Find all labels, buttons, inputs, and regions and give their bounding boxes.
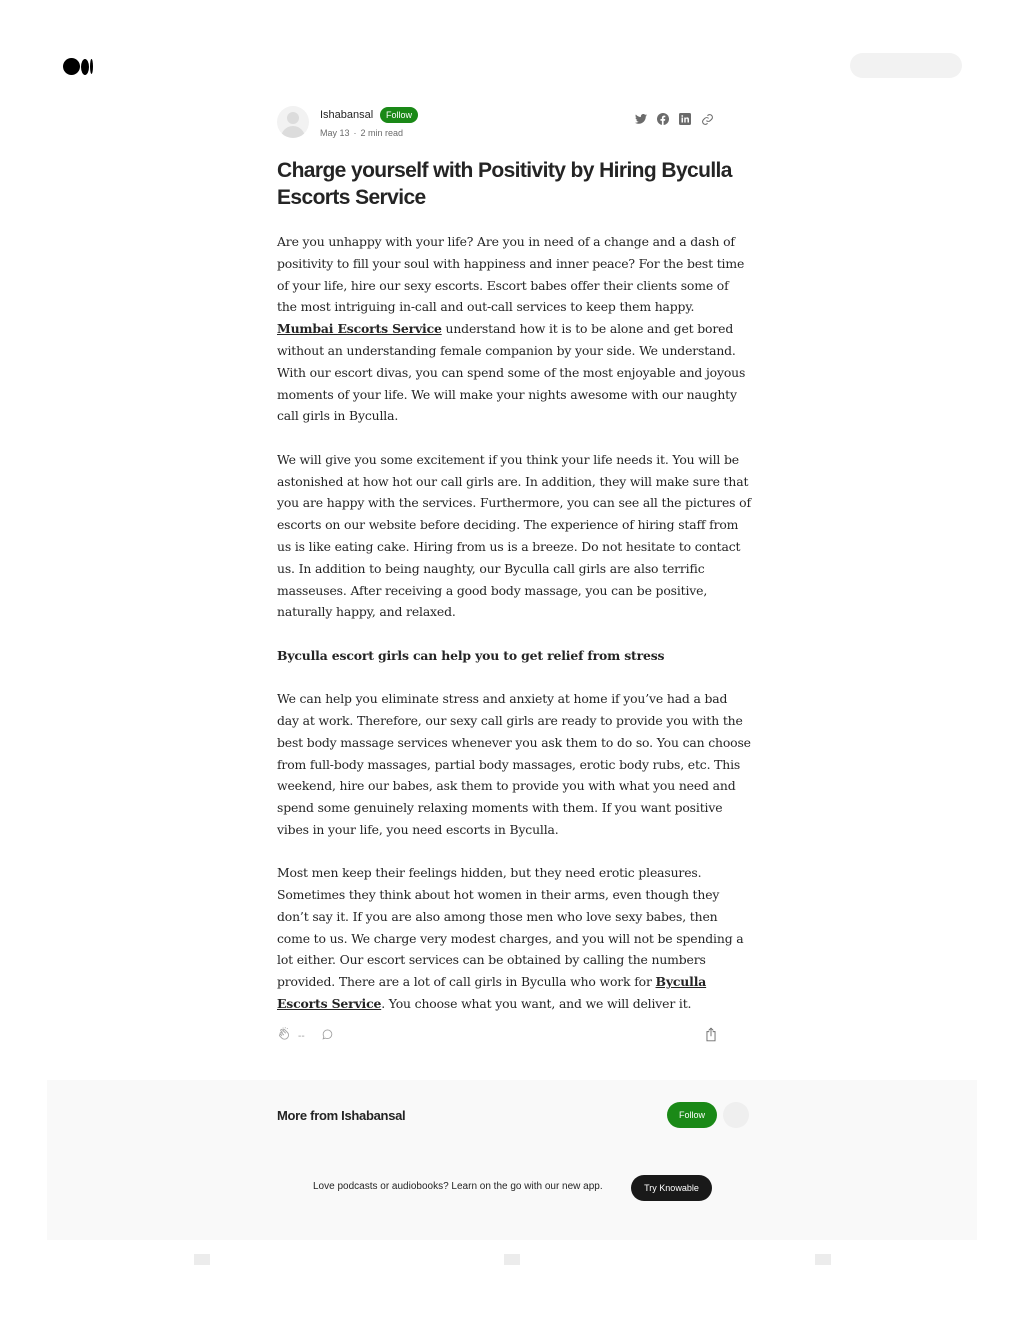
medium-logo-icon[interactable]: [63, 58, 95, 75]
more-from-follow-button[interactable]: Follow: [667, 1102, 717, 1128]
footer-placeholder-left: [194, 1254, 210, 1265]
article-paragraph-3: We can help you eliminate stress and anxiety at home if you’ve had a bad day at work. Therefore, our sexy call girls are ready to provide you with the best body massage services whenever you ask them to do so. You can choose from full-body massages, partial body massages, erotic body rubs, etc. This weekend, hire our babes, ask them to provide you with what you need and spend some genuinely relaxing moments with them. If you want positive vibes in your life, you need escorts in Byculla.: [277, 691, 751, 837]
avatar-body-shape: [281, 126, 305, 138]
logo-ellipse-medium: [81, 59, 89, 75]
author-name[interactable]: Ishabansal: [320, 109, 374, 121]
footer-placeholder-right: [815, 1254, 831, 1265]
mumbai-escorts-link[interactable]: Mumbai Escorts Service: [277, 321, 442, 337]
read-time: 2 min read: [360, 128, 404, 138]
article-title: Charge yourself with Positivity by Hiring Byculla Escorts Service: [277, 159, 732, 209]
clap-count: --: [298, 1030, 305, 1042]
post-date: May 13: [320, 128, 350, 138]
clap-icon[interactable]: [277, 1027, 292, 1045]
article-paragraph-2: We will give you some excitement if you think your life needs it. You will be astonished at how hot our call girls are. In addition, they will make sure that you are happy with the services. Furthermore, you can see all the pictures of escorts on our website before deciding. The experience of hiring staff from us is like eating cake. Hiring from us is a breeze. Do not hesitate to contact us. In addition to being naughty, our Byculla call girls are also terrific masseuses. After receiving a good body massage, you can be positive, naturally happy, and relaxed.: [277, 451, 751, 620]
logo-ellipse-small: [90, 59, 93, 74]
paragraph-1-text-b: understand how it is to be alone and get bored without an understanding female companion by your side. We understand. With our escort divas, you can spend some of the most enjoyable and joyous moments of your life. We will make your nights awesome with our naughty call girls in Byculla.: [277, 321, 746, 424]
more-from-title: More from Ishabansal: [277, 1108, 406, 1123]
post-meta: [320, 128, 403, 138]
paragraph-4-text-a: Most men keep their feelings hidden, but they need erotic pleasures. Sometimes they think about hot women in their arms, even though they don’t say it. If you are also among those men who love sexy babes, then come to us. We charge very modest charges, and you will not be spending a lot either. Our escort services can be obtained by calling the numbers provided. There are a lot of call girls in Byculla who work for: [277, 865, 744, 990]
footer-placeholder-center: [504, 1254, 520, 1265]
try-knowable-button[interactable]: Try Knowable: [631, 1175, 712, 1201]
linkedin-icon[interactable]: [678, 112, 692, 126]
article-actions: [277, 1027, 747, 1045]
link-icon[interactable]: [700, 112, 714, 126]
paragraph-4-text-b: . You choose what you want, and we will deliver it.: [381, 996, 692, 1012]
follow-author-button[interactable]: Follow: [380, 107, 418, 123]
article-body: [277, 231, 752, 1036]
article-paragraph-1: [277, 231, 752, 427]
share-icons: [634, 112, 714, 126]
promo-text: Love podcasts or audiobooks? Learn on the go with our new app.: [313, 1181, 603, 1192]
clap-control[interactable]: [277, 1027, 305, 1045]
comment-icon[interactable]: [321, 1028, 334, 1046]
article-paragraph-4: [277, 862, 752, 1015]
meta-separator: ·: [353, 128, 357, 138]
article-subheading: Byculla escort girls can help you to get relief from stress: [277, 647, 665, 663]
byculla-escorts-link[interactable]: Byculla Escorts Service: [277, 974, 707, 1012]
avatar[interactable]: [277, 106, 309, 138]
facebook-icon[interactable]: [656, 112, 670, 126]
logo-circle-large: [63, 58, 80, 75]
author-row: [277, 106, 747, 142]
header-placeholder-pill: [850, 53, 962, 78]
share-icon[interactable]: [704, 1027, 718, 1047]
more-from-avatar[interactable]: [723, 1102, 749, 1128]
twitter-icon[interactable]: [634, 112, 648, 126]
more-from-section: [47, 1080, 977, 1240]
paragraph-1-text-a: Are you unhappy with your life? Are you in need of a change and a dash of positivity to fill your soul with happiness and inner peace? For the best time of your life, hire our sexy escorts. Escort babes offer their clients some of the most intriguing in-call and out-call services to keep them happy.: [277, 234, 745, 315]
avatar-head-shape: [287, 112, 299, 124]
